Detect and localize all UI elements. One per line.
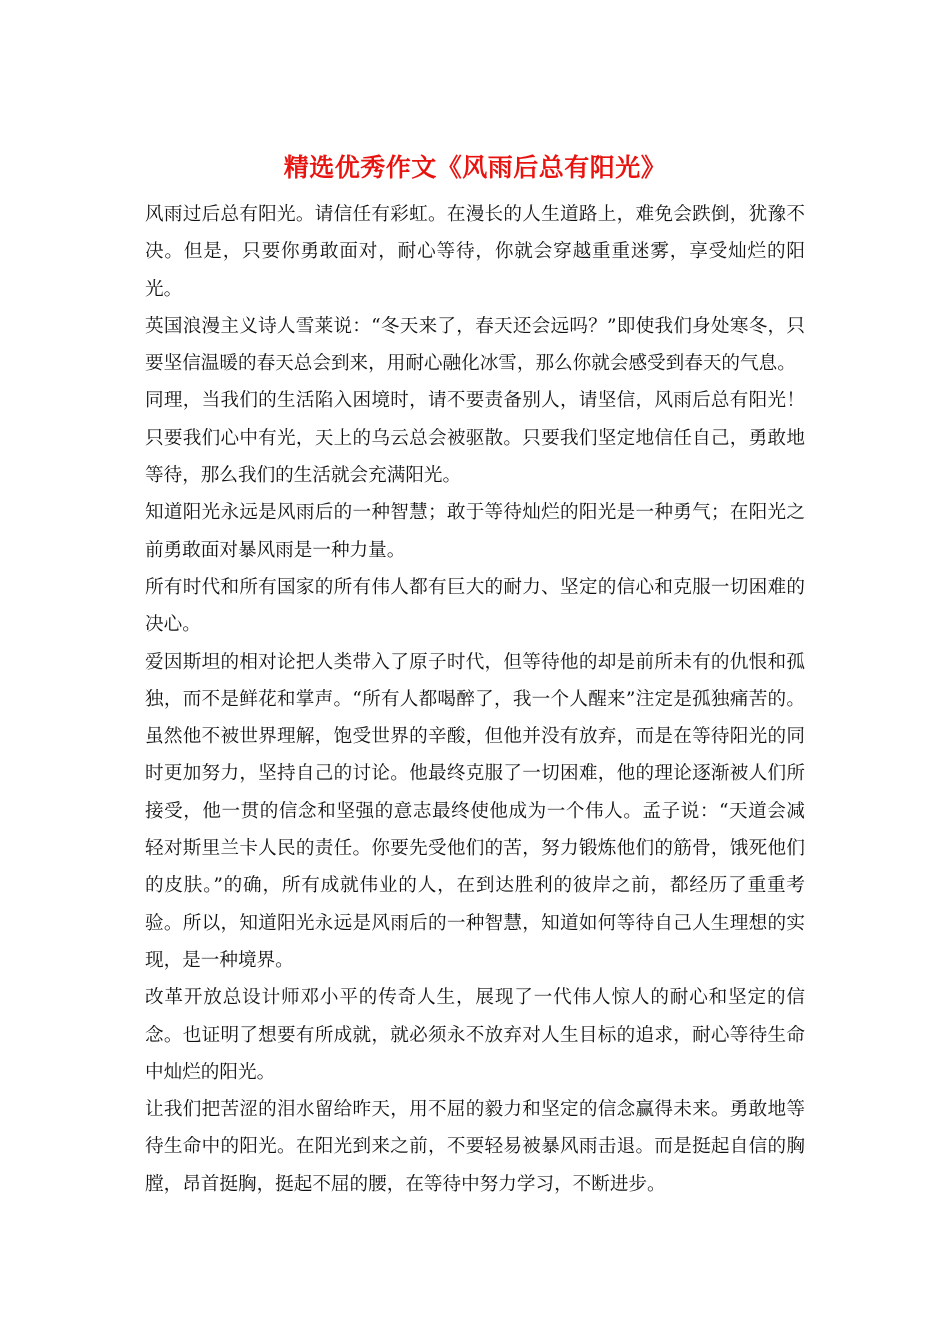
paragraph: 同理，当我们的生活陷入困境时，请不要责备别人，请坚信，风雨后总有阳光！只要我们心中有光，天上的乌云总会被驱散。只要我们坚定地信任自己，勇敢地等待，那么我们的生活就会充满阳光。 — [145, 390, 805, 487]
document-title: 精选优秀作文《风雨后总有阳光》 — [283, 153, 667, 182]
paragraph: 知道阳光永远是风雨后的一种智慧；敢于等待灿烂的阳光是一种勇气；在阳光之前勇敢面对暴风雨是一种力量。 — [145, 502, 805, 561]
paragraph: 英国浪漫主义诗人雪莱说：“冬天来了，春天还会远吗？”即使我们身处寒冬，只要坚信温暖的春天总会到来，用耐心融化冰雪，那么你就会感受到春天的气息。 — [145, 315, 805, 375]
paragraph: 所有时代和所有国家的所有伟人都有巨大的耐力、坚定的信心和克服一切困难的决心。 — [145, 576, 805, 636]
paragraph: 爱因斯坦的相对论把人类带入了原子时代，但等待他的却是前所未有的仇恨和孤独，而不是鲜花和掌声。“所有人都喝醉了，我一个人醒来”注定是孤独痛苦的。虽然他不被世界理解，饱受世界的辛酸，但他并没有放弃，而是在等待阳光的同时更加努力，坚持自己的讨论。他最终克服了一切困难，他的理论逐渐被人们所接受，他一贯的信念和坚强的意志最终使他成为一个伟人。孟子说：“天道会减轻对斯里兰卡人民的责任。你要先受他们的苦，努力锻炼他们的筋骨，饿死他们的皮肤。”的确，所有成就伟业的人，在到达胜利的彼岸之前，都经历了重重考验。所以，知道阳光永远是风雨后的一种智慧，知道如何等待自己人生理想的实现，是一种境界。 — [145, 651, 805, 971]
paragraph: 改革开放总设计师邓小平的传奇人生，展现了一代伟人惊人的耐心和坚定的信念。也证明了想要有所成就，就必须永不放弃对人生目标的追求，耐心等待生命中灿烂的阳光。 — [145, 987, 805, 1083]
paragraph: 让我们把苦涩的泪水留给昨天，用不屈的毅力和坚定的信念赢得未来。勇敢地等待生命中的阳光。在阳光到来之前，不要轻易被暴风雨击退。而是挺起自信的胸膛，昂首挺胸，挺起不屈的腰，在等待中努力学习，不断进步。 — [145, 1099, 805, 1195]
document-body — [145, 196, 805, 1203]
paragraph: 风雨过后总有阳光。请信任有彩虹。在漫长的人生道路上，难免会跌倒，犹豫不决。但是，只要你勇敢面对，耐心等待，你就会穿越重重迷雾，享受灿烂的阳光。 — [145, 204, 805, 300]
